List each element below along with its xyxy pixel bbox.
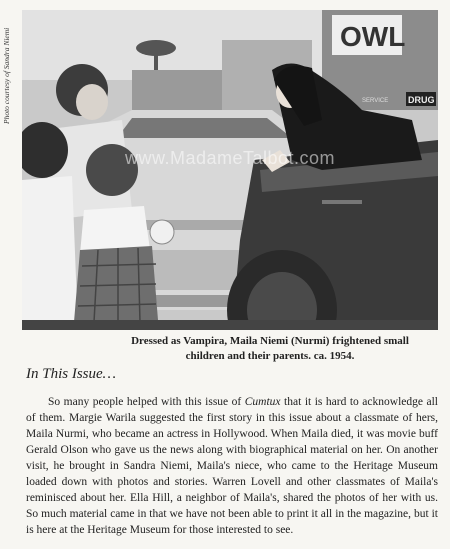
caption-line: children and their parents. ca. 1954. — [185, 350, 355, 362]
photo-credit: Photo courtesy of Sandra Niemi — [2, 28, 11, 125]
watermark-text: www.MadameTalbot.com — [124, 148, 336, 168]
owl-sign: OWL — [340, 21, 406, 52]
body-part-2: that it is hard to acknowledge all of them. Margie Warila suggested the first story in this issue about a classmate of hers, Maila Nurmi, who became an actress in Hollywood. When Maila died, it was movie buff Gerald Olson who gave us the news along with biographical material on her. On another visit, he brought in Sandra Niemi, Maila's niece, who came to the Heritage Museum loaded down with photos and stories. Warren Lovell and other classmates of Maila's reminisced about her. Ella Hill, a neighbor of Maila's, shared the photos of her with us. So much material came in that we have not been able to print it all in the magazine, but it is here at the Heritage Museum for those interested to see. — [26, 396, 438, 536]
publication-title: Cumtux — [244, 396, 281, 408]
vampira-photo — [22, 10, 438, 330]
photo-caption — [120, 334, 420, 364]
article-paragraph — [26, 394, 438, 538]
service-sign: SERVICE — [362, 98, 389, 104]
article-body — [26, 394, 438, 538]
drug-sign: DRUG — [408, 95, 435, 105]
photo-illustration — [22, 10, 438, 330]
body-part-1: So many people helped with this issue of — [48, 396, 245, 408]
section-heading: In This Issue… — [26, 366, 117, 382]
caption-line: Dressed as Vampira, Maila Niemi (Nurmi) frightened small — [131, 335, 409, 347]
